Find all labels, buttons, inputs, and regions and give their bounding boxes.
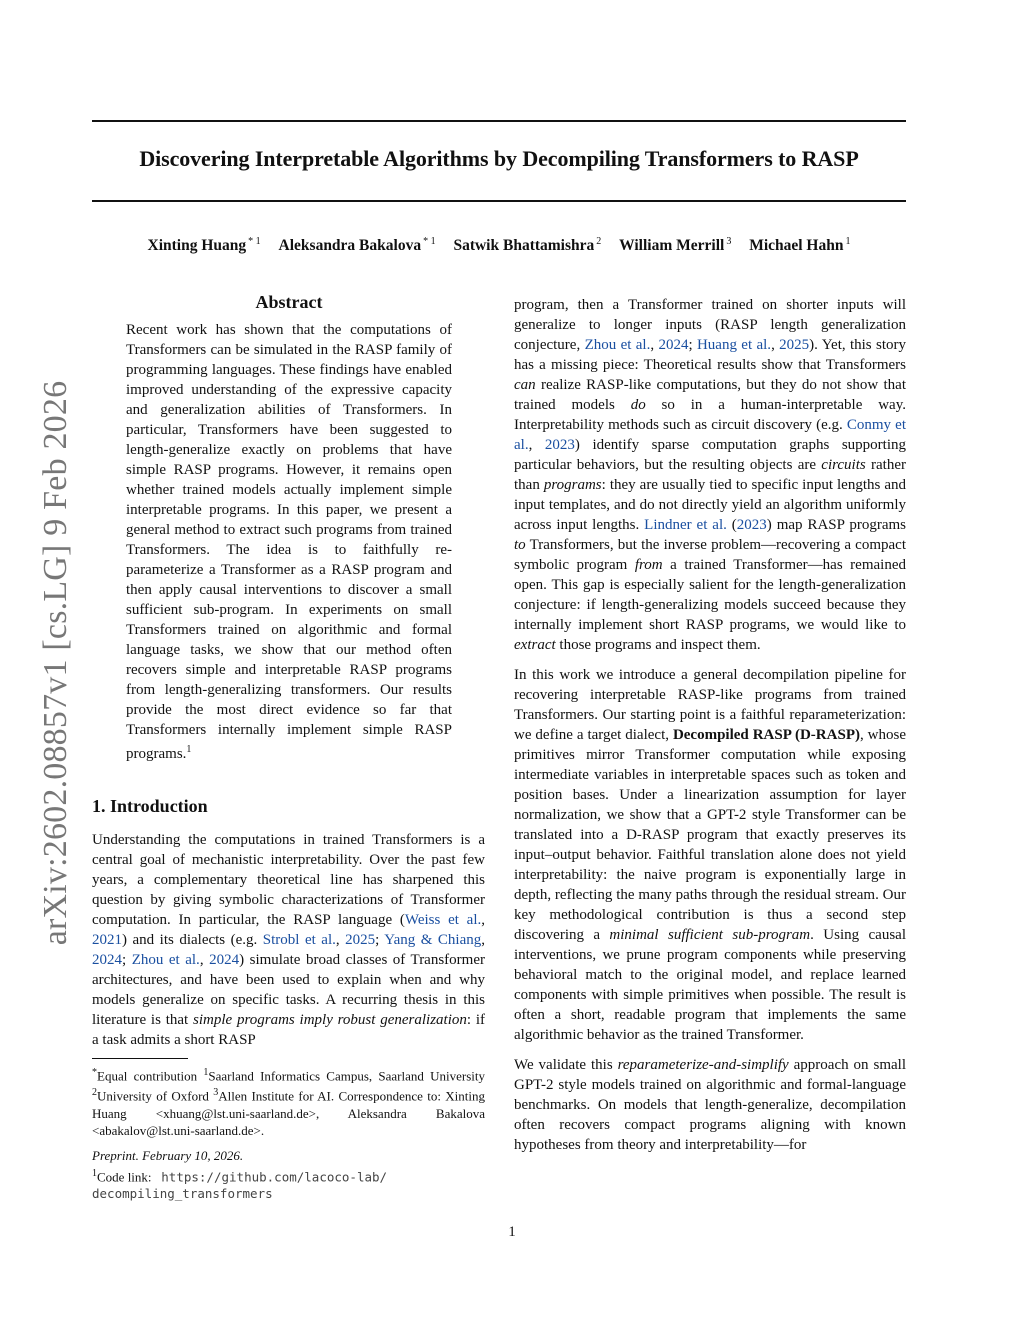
author-item: Aleksandra Bakalova $^{* 1}$ xyxy=(278,236,436,255)
citation-link[interactable]: Strobl et al. xyxy=(262,932,336,948)
citation-link[interactable]: 2024 xyxy=(209,952,240,968)
introduction-paragraph: Understanding the computations in trained Transformers is a central goal of mechanistic interpretability. Over the past few years, a complementary theoretical line has sharpened this question by giving symbolic characterizations of Transformer computation. In particular, the RASP language (Weiss et al., 2021) and its dialects (e.g. Strobl et al., 2025; Yang & Chiang, 2024; Zhou et al., 2024) simulate broad classes of Transformer architectures, and have been used to explain when and why models generalize on specific tasks. A recurring thesis in this literature is that simple programs imply robust generalization: if a task admits a short RASP xyxy=(92,832,485,1048)
citation-link[interactable]: 2023 xyxy=(544,437,575,453)
page-number: 1 xyxy=(508,1224,516,1240)
citation-link[interactable]: Conmy et al. xyxy=(514,417,906,453)
affiliation-footnote: *Equal contribution $^1$Saarland Informatics Campus, Saarland University $^2$University of Oxford $^3$Allen Institute for AI. Correspondence to: Xinting Huang <xhuang@lst.uni-saarland.de>, Aleksandra Bakalova <abakalov@lst.uni-saarland.de>. xyxy=(92,1067,486,1138)
citation-link[interactable]: 2023 xyxy=(736,517,767,533)
body-paragraph: program, then a Transformer trained on shorter inputs will generalize to longer inputs (RASP length generalization conjecture, Zhou et al., 2024; Huang et al., 2025). Yet, this story has a missing piece: Theoretical results show that Transformers can realize RASP-like computations, but they do not show that trained models do so in a human-interpretable way. Interpretability methods such as circuit discovery (e.g. Conmy et al., 2023) identify sparse computation graphs supporting particular behaviors, but the resulting objects are circuits rather than programs: they are usually tied to specific input lengths and input templates, and do not directly yield an algorithm uniformly across input lengths. Lindner et al. (2023) map RASP programs to Transformers, but the inverse problem—recovering a compact symbolic program from a trained Transformer—has remained open. This gap is especially salient for the length-generalization conjecture: if length-generalizing models succeed because they internally implement short RASP programs, we would like to extract those programs and inspect them. xyxy=(514,297,907,653)
body-paragraph: In this work we introduce a general decompilation pipeline for recovering interpretable RASP-like programs from trained Transformers. Our starting point is a faithful reparameterization: we define a target dialect, Decompiled RASP (D-RASP), whose primitives mirror Transformer computation while exposing intermediate variables in interpretable spaces such as token and position bases. Under a linearization assumption for layer normalization, we show that a GPT-2 style Transformer can be translated into a D-RASP program that exactly preserves its input–output behavior. Faithful translation alone does not yield interpretability: the naive program is exponentially large in depth, reflecting the many paths through the residual stream. Our key methodological contribution is thus a second step discovering a minimal sufficient sub-program. Using causal interventions, we prune program components while preserving behavioral match to the original model, and replace learned components with simple primitives when possible. The result is often a short, readable program that implements the same algorithmic behavior as the trained Transformer. xyxy=(514,667,907,1043)
citation-link[interactable]: Yang & Chiang xyxy=(384,932,482,948)
abstract-text: Recent work has shown that the computations of Transformers can be simulated in the RASP family of programming languages. These findings have enabled improved understanding of the expressive capacity and generalization abilities of Transformers. In particular, Transformers have been suggested to length-generalize exactly on problems that have simple RASP programs. However, it remains open whether trained models actually implement simple interpretable programs. In this paper, we present a general method to extract such programs from trained Transformers. The idea is to faithfully re-parameterize a Transformer as a RASP program and then apply causal interventions to discover a small sufficient sub-program. In experiments on small Transformers trained on algorithmic and formal language tasks, we show that our method often recovers simple and interpretable RASP programs from length-generalizing transformers. Our results provide the most direct evidence so far that Transformers internally implement simple RASP programs.$^1$ xyxy=(126,322,452,762)
author-item: Satwik Bhattamishra $^2$ xyxy=(453,236,602,255)
title-top-rule xyxy=(92,120,906,122)
footnote-mark: 1 xyxy=(186,744,192,755)
citation-link[interactable]: Lindner et al. xyxy=(644,517,727,533)
citation-link[interactable]: Huang et al. xyxy=(696,337,772,353)
author-item: Michael Hahn $^1$ xyxy=(749,236,851,255)
citation-link[interactable]: 2025 xyxy=(345,932,376,948)
citation-link[interactable]: Zhou et al. xyxy=(584,337,651,353)
preprint-note: Preprint. February 10, 2026. xyxy=(92,1148,244,1163)
author-list xyxy=(92,236,906,255)
citation-link[interactable]: 2024 xyxy=(92,952,122,968)
author-item: Xinting Huang $^{* 1}$ xyxy=(147,236,261,255)
right-column xyxy=(514,295,906,1165)
code-url[interactable]: https://github.com/lacoco-lab/ xyxy=(161,1169,388,1185)
citation-link[interactable]: Weiss et al. xyxy=(404,912,482,928)
citation-link[interactable]: 2024 xyxy=(658,337,689,353)
abstract-heading: Abstract xyxy=(255,292,323,312)
citation-link[interactable]: 2025 xyxy=(779,337,810,353)
title-bottom-rule xyxy=(92,200,906,202)
body-paragraph: We validate this reparameterize-and-simplify approach on small GPT-2 style models trained on algorithmic and formal-language benchmarks. On models that length-generalize, decompilation often recovers compact programs aligning with known hypotheses from theory and interpretability—for xyxy=(514,1057,907,1153)
footnote-rule xyxy=(92,1058,188,1059)
citation-link[interactable]: Zhou et al. xyxy=(131,952,200,968)
citation-link[interactable]: 2021 xyxy=(92,932,122,948)
paper-title: Discovering Interpretable Algorithms by Decompiling Transformers to RASP xyxy=(139,146,859,171)
code-link-footnote: $^1$Code link: https://github.com/lacoco-lab/ decompiling_transformers xyxy=(92,1168,388,1202)
section-heading-introduction: 1. Introduction xyxy=(92,796,208,816)
code-url-cont[interactable]: decompiling_transformers xyxy=(92,1186,273,1202)
arxiv-stamp: arXiv:2602.08857v1 [cs.LG] 9 Feb 2026 xyxy=(37,380,74,946)
author-item: William Merrill $^3$ xyxy=(619,236,732,255)
